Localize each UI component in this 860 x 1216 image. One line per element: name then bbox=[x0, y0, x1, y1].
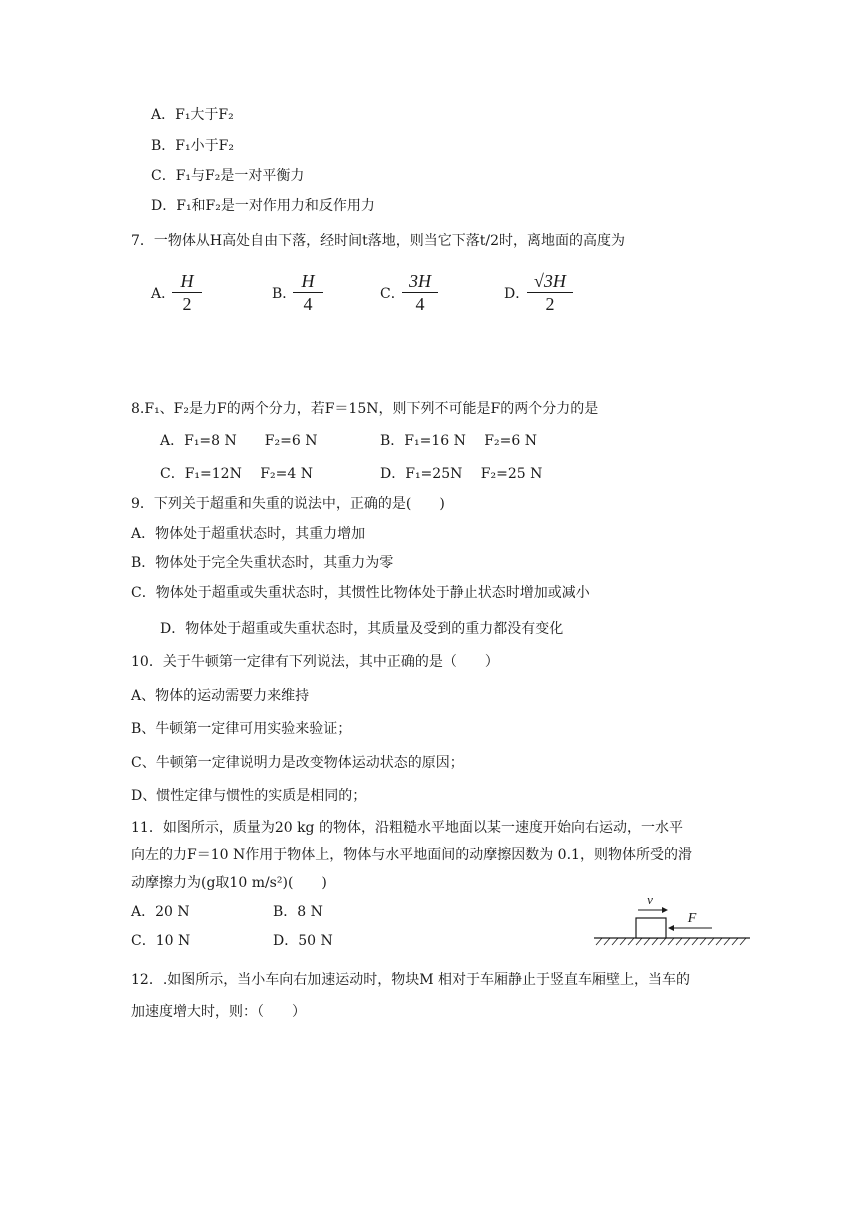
velocity-label: v bbox=[647, 892, 653, 907]
q8-option-b: B．F₁=16 N F₂=6 N bbox=[380, 433, 537, 449]
q12-stem-line-1: 12．.如图所示，当小车向右加速运动时，物块M 相对于车厢静止于竖直车厢壁上，当车的 bbox=[131, 972, 691, 988]
ground-hatching bbox=[596, 938, 746, 945]
q8-option-c: C．F₁=12N F₂=4 N bbox=[160, 466, 313, 482]
q6-option-a: A．F₁大于F₂ bbox=[151, 107, 234, 123]
q7-option-a-label: A． bbox=[151, 286, 176, 302]
q7-option-d-label: D． bbox=[504, 286, 530, 302]
q10-option-c: C、牛顿第一定律说明力是改变物体运动状态的原因； bbox=[131, 755, 464, 771]
q9-option-d: D．物体处于超重或失重状态时，其质量及受到的重力都没有变化 bbox=[160, 621, 564, 637]
q11-stem-line-2: 向左的力F＝10 N作用于物体上，物体与水平地面间的动摩擦因数为 0.1，则物体所受的滑 bbox=[131, 847, 692, 863]
q9-option-c: C．物体处于超重或失重状态时，其惯性比物体处于静止状态时增加或减小 bbox=[131, 585, 590, 601]
q6-option-b: B．F₁小于F₂ bbox=[151, 138, 234, 154]
q7-option-c-numerator: 3H bbox=[402, 270, 438, 293]
q7-option-d-numerator: √3H bbox=[527, 270, 573, 293]
q7-option-c-label: C． bbox=[380, 286, 405, 302]
q6-option-d: D．F₁和F₂是一对作用力和反作用力 bbox=[151, 198, 375, 214]
force-label: F bbox=[687, 911, 697, 926]
q6-option-c: C．F₁与F₂是一对平衡力 bbox=[151, 168, 305, 184]
q7-option-c-fraction bbox=[402, 270, 438, 315]
q7-stem: 7．一物体从H高处自由下落，经时间t落地，则当它下落t/2时，离地面的高度为 bbox=[131, 233, 625, 249]
q7-option-a-fraction bbox=[172, 270, 202, 315]
q10-option-a: A、物体的运动需要力来维持 bbox=[131, 688, 310, 704]
q7-option-b-label: B． bbox=[272, 286, 297, 302]
q11-option-d: D．50 N bbox=[273, 933, 333, 949]
q7-option-b-fraction bbox=[293, 270, 323, 315]
q12-stem-line-2: 加速度增大时，则：（ ） bbox=[131, 1004, 306, 1020]
q11-option-b: B．8 N bbox=[273, 904, 323, 920]
q7-option-b-denominator: 4 bbox=[303, 294, 313, 314]
q7-option-d-fraction bbox=[527, 270, 573, 315]
q11-block-figure bbox=[592, 890, 752, 950]
block bbox=[636, 918, 666, 938]
velocity-arrow bbox=[638, 907, 668, 913]
q11-stem-line-3: 动摩擦力为(g取10 m/s²)( ) bbox=[131, 875, 327, 891]
q10-stem: 10．关于牛顿第一定律有下列说法，其中正确的是（ ） bbox=[131, 654, 499, 670]
q9-option-a: A．物体处于超重状态时，其重力增加 bbox=[131, 526, 366, 542]
q11-option-c: C．10 N bbox=[131, 933, 191, 949]
q10-option-d: D、惯性定律与惯性的实质是相同的； bbox=[131, 788, 367, 804]
q10-option-b: B、牛顿第一定律可用实验来验证； bbox=[131, 721, 352, 737]
q7-option-a-denominator: 2 bbox=[182, 294, 192, 314]
q8-option-d: D．F₁=25N F₂=25 N bbox=[380, 466, 543, 482]
q8-stem: 8.F₁、F₂是力F的两个分力，若F＝15N，则下列不可能是F的两个分力的是 bbox=[131, 401, 599, 417]
q7-option-a-numerator: H bbox=[172, 270, 202, 293]
q9-option-b: B．物体处于完全失重状态时，其重力为零 bbox=[131, 555, 394, 571]
q7-option-d-denominator: 2 bbox=[545, 294, 555, 314]
q7-option-c-denominator: 4 bbox=[415, 294, 425, 314]
q7-option-b-numerator: H bbox=[293, 270, 323, 293]
q8-option-a: A．F₁=8 N F₂=6 N bbox=[160, 433, 318, 449]
q11-option-a: A．20 N bbox=[131, 904, 190, 920]
q9-stem: 9．下列关于超重和失重的说法中，正确的是( ) bbox=[131, 496, 445, 512]
q11-stem-line-1: 11．如图所示，质量为20 kg 的物体，沿粗糙水平地面以某一速度开始向右运动，一水平 bbox=[131, 820, 683, 836]
